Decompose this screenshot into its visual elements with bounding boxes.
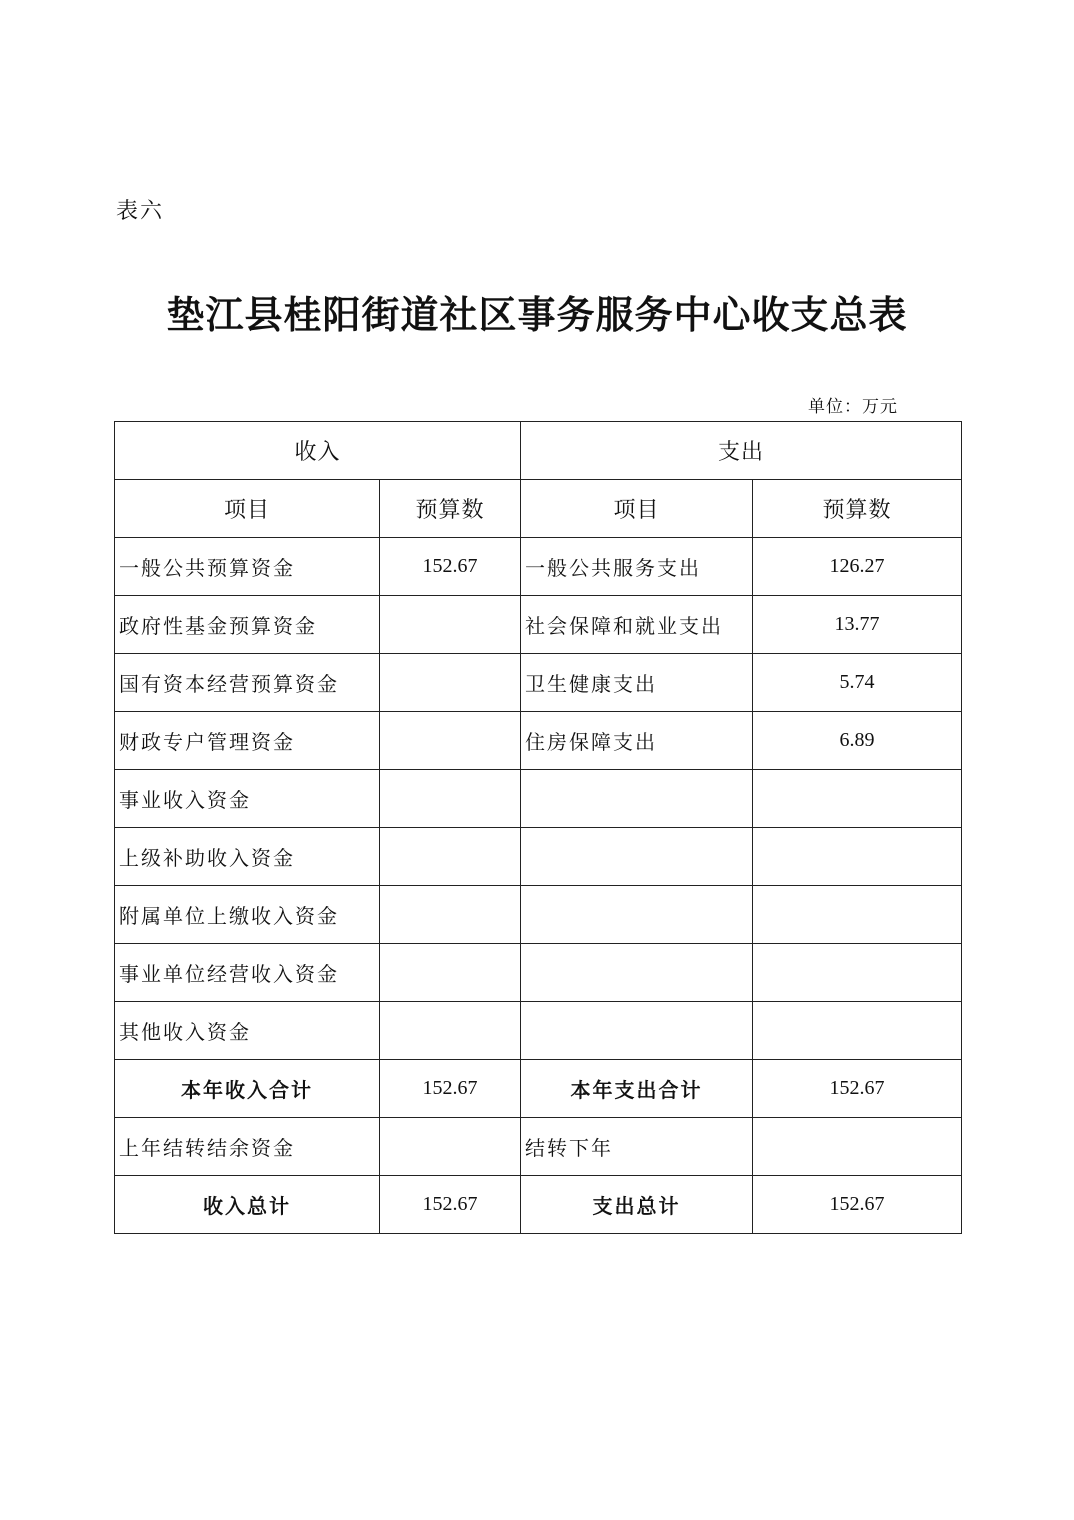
income-item-cell: 一般公共预算资金 (115, 538, 380, 596)
year-total-row (115, 1060, 962, 1118)
income-carryover-label: 上年结转结余资金 (115, 1118, 380, 1176)
table-row (115, 654, 962, 712)
income-expense-table (114, 421, 962, 1234)
section-header-row (115, 422, 962, 480)
expense-amount-cell: 13.77 (753, 596, 962, 654)
income-item-cell: 国有资本经营预算资金 (115, 654, 380, 712)
expense-section-header: 支出 (521, 422, 962, 480)
expense-carryover-label: 结转下年 (521, 1118, 753, 1176)
income-item-cell: 财政专户管理资金 (115, 712, 380, 770)
expense-item-cell (521, 886, 753, 944)
income-item-cell: 其他收入资金 (115, 1002, 380, 1060)
income-item-cell: 事业收入资金 (115, 770, 380, 828)
expense-carryover-amount (753, 1118, 962, 1176)
expense-amount-cell (753, 944, 962, 1002)
income-item-column-header: 项目 (115, 480, 380, 538)
table-row (115, 770, 962, 828)
expense-item-cell: 社会保障和就业支出 (521, 596, 753, 654)
expense-year-total-amount: 152.67 (753, 1060, 962, 1118)
income-carryover-amount (380, 1118, 521, 1176)
table-row (115, 944, 962, 1002)
income-item-cell: 上级补助收入资金 (115, 828, 380, 886)
expense-item-column-header: 项目 (521, 480, 753, 538)
table-row (115, 1002, 962, 1060)
expense-year-total-label: 本年支出合计 (521, 1060, 753, 1118)
expense-amount-cell (753, 886, 962, 944)
expense-grand-total-amount: 152.67 (753, 1176, 962, 1234)
expense-item-cell (521, 770, 753, 828)
income-grand-total-label: 收入总计 (115, 1176, 380, 1234)
expense-item-cell (521, 828, 753, 886)
expense-item-cell: 住房保障支出 (521, 712, 753, 770)
income-year-total-label: 本年收入合计 (115, 1060, 380, 1118)
income-amount-cell (380, 596, 521, 654)
expense-item-cell (521, 1002, 753, 1060)
income-amount-cell (380, 654, 521, 712)
table-row (115, 712, 962, 770)
data-rows (115, 538, 962, 1060)
expense-item-cell: 一般公共服务支出 (521, 538, 753, 596)
column-header-row (115, 480, 962, 538)
income-item-cell: 附属单位上缴收入资金 (115, 886, 380, 944)
document-title: 垫江县桂阳街道社区事务服务中心收支总表 (166, 292, 908, 337)
table-row (115, 828, 962, 886)
table-row (115, 538, 962, 596)
carryover-row (115, 1118, 962, 1176)
income-amount-cell: 152.67 (380, 538, 521, 596)
expense-amount-cell: 6.89 (753, 712, 962, 770)
expense-amount-cell: 126.27 (753, 538, 962, 596)
expense-amount-cell (753, 770, 962, 828)
income-amount-cell (380, 770, 521, 828)
income-grand-total-amount: 152.67 (380, 1176, 521, 1234)
grand-total-row (115, 1176, 962, 1234)
income-amount-cell (380, 1002, 521, 1060)
expense-grand-total-label: 支出总计 (521, 1176, 753, 1234)
table-row (115, 596, 962, 654)
expense-amount-cell (753, 1002, 962, 1060)
table-label: 表六 (116, 199, 165, 224)
income-item-cell: 事业单位经营收入资金 (115, 944, 380, 1002)
income-amount-cell (380, 712, 521, 770)
income-amount-cell (380, 828, 521, 886)
income-section-header: 收入 (115, 422, 521, 480)
table-row (115, 886, 962, 944)
expense-amount-column-header: 预算数 (753, 480, 962, 538)
income-amount-column-header: 预算数 (380, 480, 521, 538)
income-amount-cell (380, 944, 521, 1002)
expense-amount-cell (753, 828, 962, 886)
income-item-cell: 政府性基金预算资金 (115, 596, 380, 654)
expense-amount-cell: 5.74 (753, 654, 962, 712)
expense-item-cell (521, 944, 753, 1002)
unit-label: 单位：万元 (808, 397, 898, 417)
expense-item-cell: 卫生健康支出 (521, 654, 753, 712)
income-amount-cell (380, 886, 521, 944)
income-year-total-amount: 152.67 (380, 1060, 521, 1118)
